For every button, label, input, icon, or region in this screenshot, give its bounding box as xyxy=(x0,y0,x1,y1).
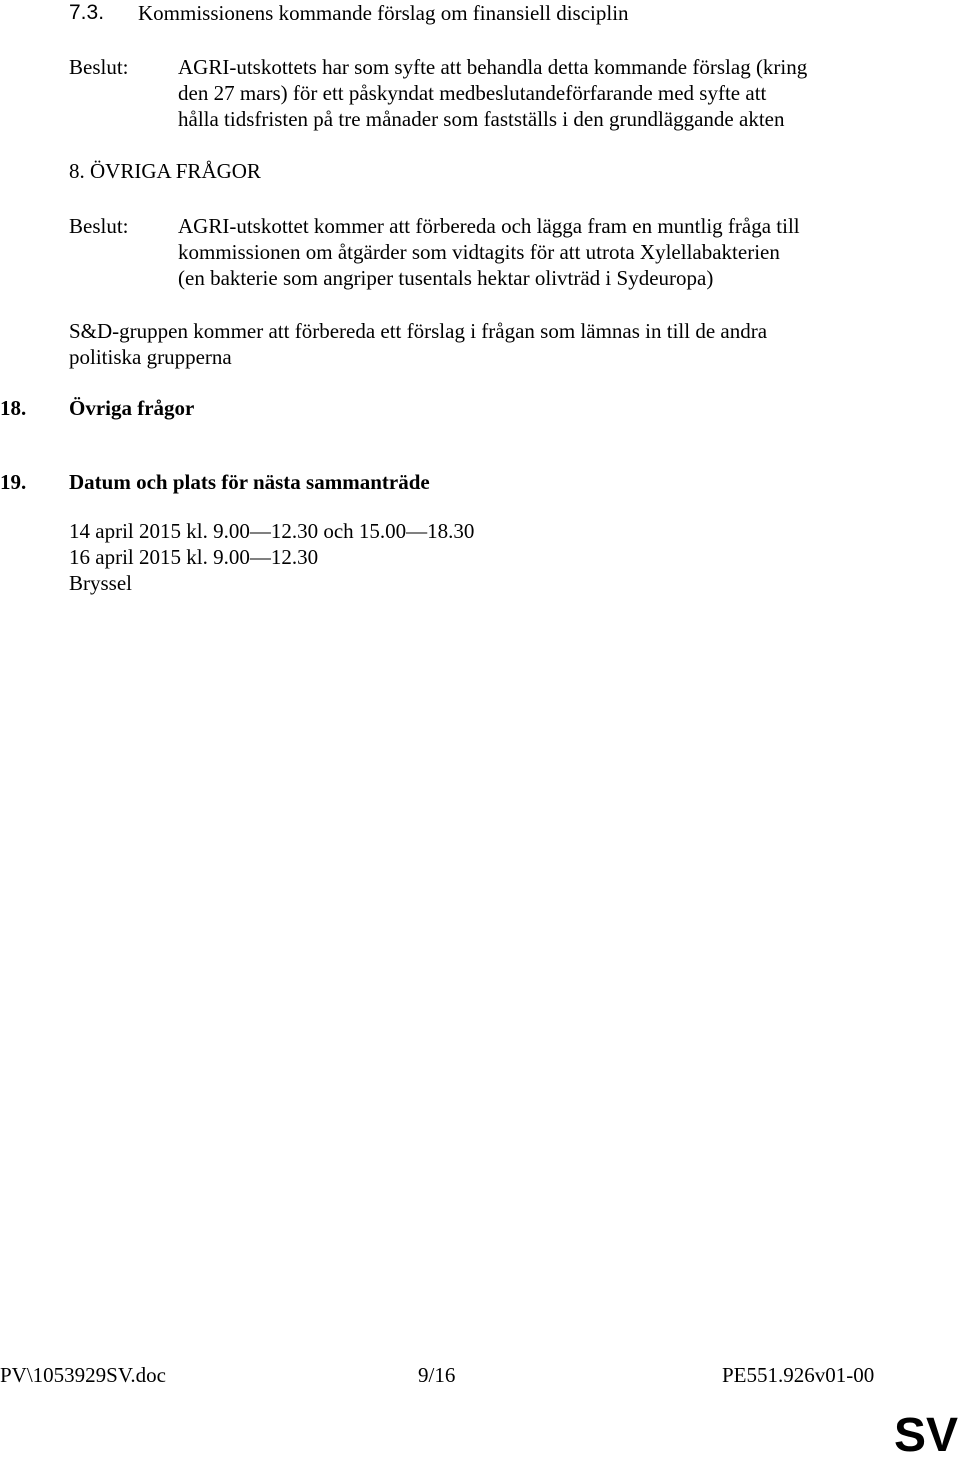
section-8-decision-line-1: AGRI-utskottet kommer att förbereda och lägga fram en muntlig fråga till xyxy=(178,214,800,238)
section-8-decision-line-2: kommissionen om åtgärder som vidtagits för att utrota Xylellabakterien xyxy=(178,240,780,264)
item-19-details xyxy=(69,518,474,596)
section-8-decision-label: Beslut: xyxy=(69,214,129,238)
section-7-3-number: 7.3. xyxy=(69,1,105,24)
section-7-3-decision-line-2: den 27 mars) för ett påskyndat medbeslutandeförfarande med syfte att xyxy=(178,81,767,105)
footer-pe-ref: PE551.926v01-00 xyxy=(722,1363,875,1387)
section-8-note-line-2: politiska grupperna xyxy=(69,345,232,369)
footer-doc-ref: PV\1053929SV.doc xyxy=(0,1363,166,1387)
item-18-number: 18. xyxy=(0,396,27,420)
item-19-location: Bryssel xyxy=(69,571,132,595)
footer-language-mark: SV xyxy=(894,1409,959,1462)
section-8-heading: 8. ÖVRIGA FRÅGOR xyxy=(69,159,261,183)
section-8-decision-line-3: (en bakterie som angriper tusentals hektar olivträd i Sydeuropa) xyxy=(178,266,714,290)
item-19-date-line-2: 16 april 2015 kl. 9.00—12.30 xyxy=(69,545,319,569)
section-7-3-title: Kommissionens kommande förslag om finansiell disciplin xyxy=(138,1,629,25)
footer-page-number: 9/16 xyxy=(418,1363,456,1387)
item-19-date-line-1: 14 april 2015 kl. 9.00—12.30 och 15.00—18.30 xyxy=(69,519,475,543)
item-19-number: 19. xyxy=(0,470,27,494)
section-7-3-decision-label: Beslut: xyxy=(69,55,129,79)
section-7-3-decision-line-1: AGRI-utskottets har som syfte att behandla detta kommande förslag (kring xyxy=(178,55,808,79)
section-8-note-line-1: S&D-gruppen kommer att förbereda ett förslag i frågan som lämnas in till de andra xyxy=(69,319,768,343)
item-18-title: Övriga frågor xyxy=(69,396,195,420)
section-8-note xyxy=(69,318,767,370)
section-8-decision-text xyxy=(178,213,800,291)
section-7-3-decision-text xyxy=(178,54,807,132)
item-19-title: Datum och plats för nästa sammanträde xyxy=(69,470,430,494)
section-7-3-decision-line-3: hålla tidsfristen på tre månader som fastställs i den grundläggande akten xyxy=(178,107,785,131)
